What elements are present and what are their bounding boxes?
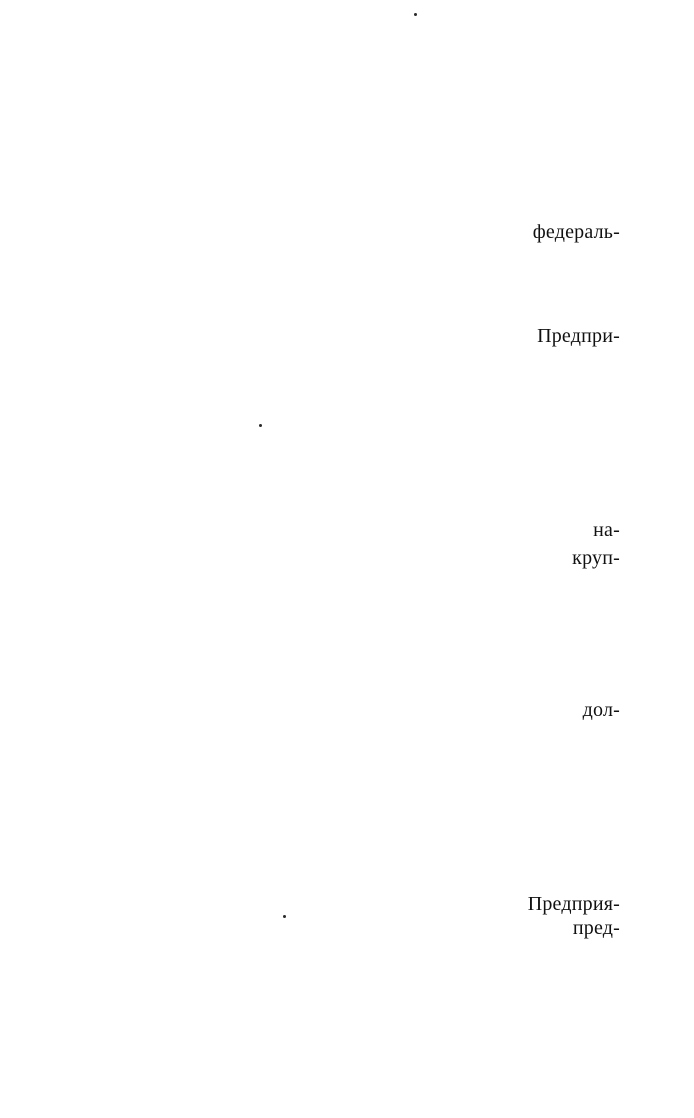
text-fragment: Предприя- bbox=[527, 893, 620, 915]
text-fragment: на- bbox=[593, 519, 620, 541]
scan-speck bbox=[414, 13, 417, 16]
text-fragment: федераль- bbox=[532, 221, 620, 243]
scan-speck bbox=[259, 424, 262, 427]
text-fragment: круп- bbox=[572, 547, 620, 569]
text-fragment: дол- bbox=[582, 699, 620, 721]
text-fragment: пред- bbox=[572, 917, 620, 939]
text-fragment: Предпри- bbox=[537, 325, 620, 347]
scan-speck bbox=[283, 915, 286, 918]
